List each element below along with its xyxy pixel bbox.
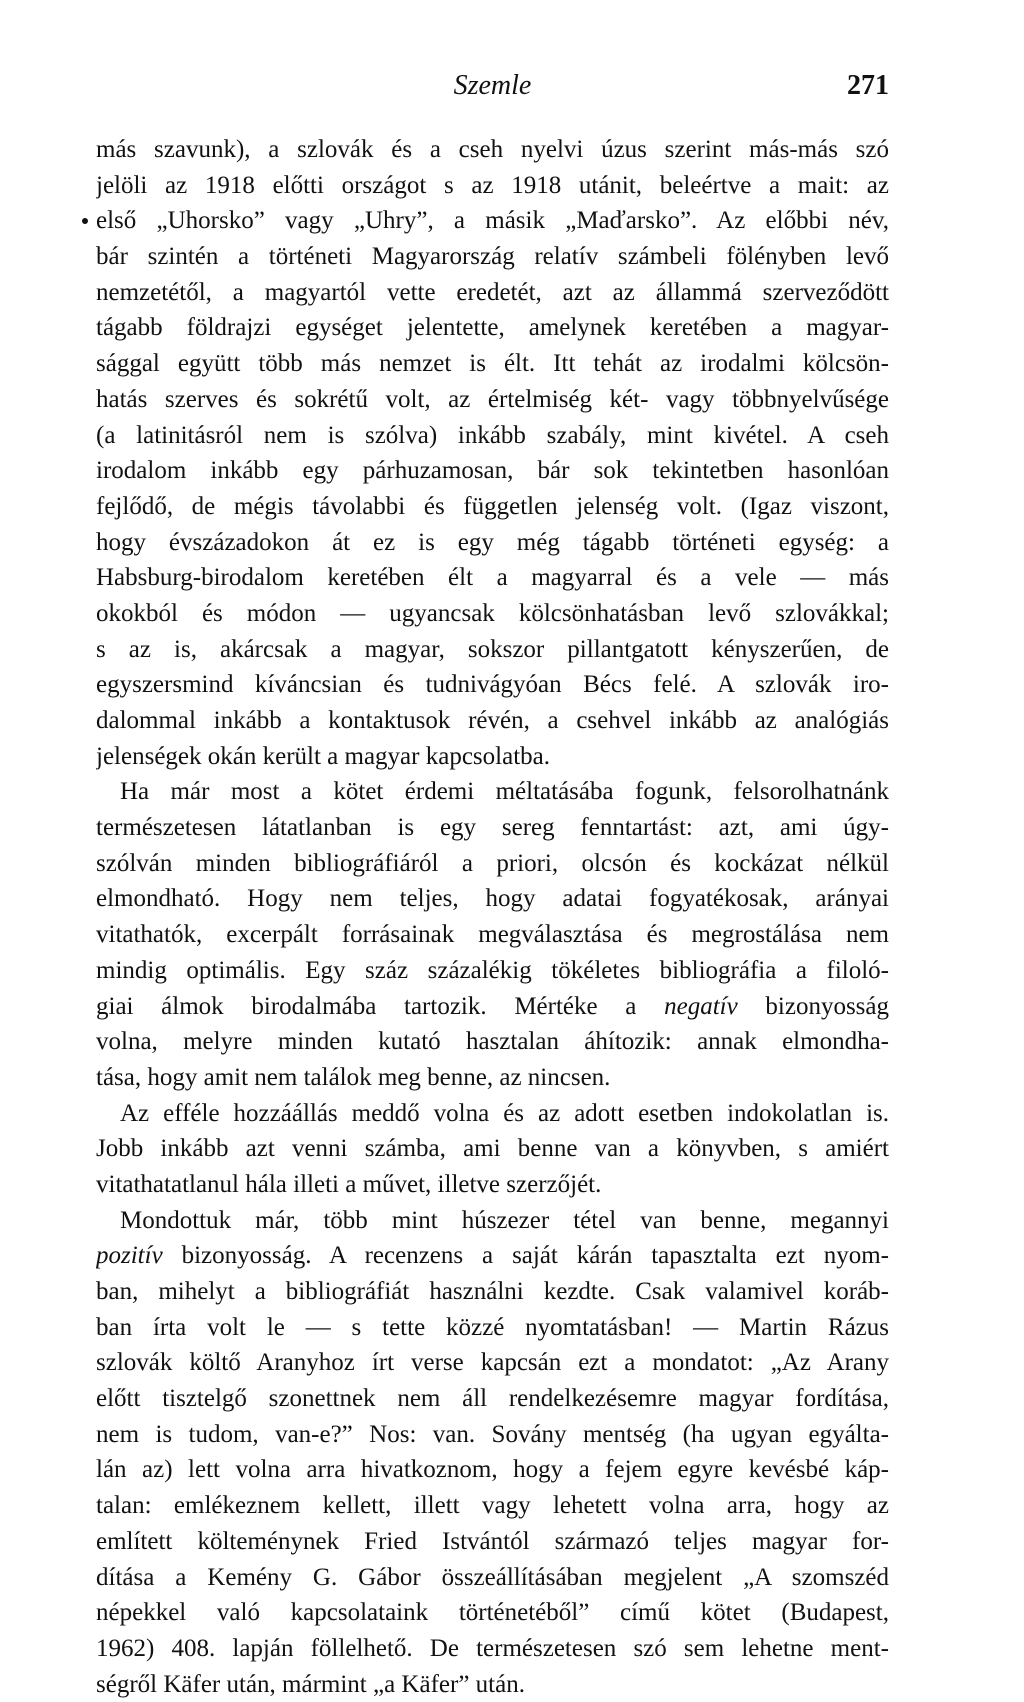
text-line: nem is tudom, van-e?” Nos: van. Sovány mentség (ha ugyan egyálta-: [96, 1420, 889, 1448]
text-line: bár szintén a történeti Magyarország relatív számbeli fölényben levő: [96, 243, 889, 271]
text-line: ségről Käfer után, mármint „a Käfer” után.: [96, 1670, 525, 1698]
text-line: volna, melyre minden kutató hasztalan áhítozik: annak elmondha-: [96, 1028, 889, 1056]
text-line: fejlődő, de mégis távolabbi és független jelenség volt. (Igaz viszont,: [96, 492, 889, 520]
text-line: irodalom inkább egy párhuzamosan, bár sok tekintetben hasonlóan: [96, 457, 889, 485]
text-line: jelöli az 1918 előtti országot s az 1918 utánit, beleértve a mait: az: [96, 171, 889, 199]
text-line: nemzetétől, a magyartól vette eredetét, azt az állammá szerveződött: [96, 278, 889, 306]
text-line: tása, hogy amit nem találok meg benne, az nincsen.: [96, 1063, 611, 1091]
running-title: Szemle: [453, 70, 532, 101]
text-line: tágabb földrajzi egységet jelentette, amelynek keretében a magyar-: [96, 314, 889, 342]
text-line: ban írta volt le — s tette közzé nyomtatásban! — Martin Rázus: [96, 1313, 889, 1341]
text-line: (a latinitásról nem is szólva) inkább szabály, mint kivétel. A cseh: [96, 421, 889, 449]
text-line: pozitív bizonyosság. A recenzens a saját kárán tapasztalta ezt nyom-: [96, 1242, 889, 1270]
emphasized-word: negatív: [664, 992, 738, 1020]
text-line: s az is, akárcsak a magyar, sokszor pillantgatott kényszerűen, de: [96, 635, 889, 663]
text-line: szlovák költő Aranyhoz írt verse kapcsán ezt a mondatot: „Az Arany: [96, 1349, 889, 1377]
text-line: Az efféle hozzáállás meddő volna és az adott esetben indokolatlan is.: [120, 1099, 889, 1127]
text-line: más szavunk), a szlovák és a cseh nyelvi úzus szerint más-más szó: [96, 136, 889, 163]
text-line: elmondható. Hogy nem teljes, hogy adatai fogyatékosak, arányai: [96, 885, 889, 913]
paragraph-4: [96, 1203, 889, 1702]
text-line: hogy évszázadokon át ez is egy még tágabb történeti egység: a: [96, 528, 889, 556]
body-text: [96, 132, 889, 1702]
text-line: vitathatatlanul hála illeti a művet, illetve szerzőjét.: [96, 1170, 602, 1198]
running-header: [96, 68, 889, 108]
text-line: Jobb inkább azt venni számba, ami benne van a könyvben, s amiért: [96, 1135, 889, 1163]
paragraph-3: [96, 1096, 889, 1203]
paragraph-2: [96, 774, 889, 1095]
text-line: első „Uhorsko” vagy „Uhry”, a másik „Maďarsko”. Az előbbi név,: [96, 207, 889, 235]
text-line: mindig optimális. Egy száz százalékig tökéletes bibliográfia a filoló-: [96, 956, 889, 984]
text-line: előtt tisztelgő szonettnek nem áll rendelkezésemre magyar fordítása,: [96, 1385, 889, 1413]
text-line: Mondottuk már, több mint húszezer tétel van benne, megannyi: [120, 1206, 889, 1234]
emphasized-word: pozitív: [96, 1242, 163, 1270]
paragraph-1: [96, 132, 889, 774]
text-line: Habsburg-birodalom keretében élt a magyarral és a vele — más: [96, 564, 889, 592]
text-line: szólván minden bibliográfiáról a priori, olcsón és kockázat nélkül: [96, 849, 889, 877]
text-line: lán az) lett volna arra hivatkoznom, hogy a fejem egyre kevésbé káp-: [96, 1456, 889, 1484]
text-line: sággal együtt több más nemzet is élt. Itt tehát az irodalmi kölcsön-: [96, 350, 889, 378]
text-line: giai álmok birodalmába tartozik. Mértéke a negatív bizonyosság: [96, 992, 889, 1020]
text-line: Ha már most a kötet érdemi méltatásába fogunk, felsorolhatnánk: [120, 778, 889, 806]
text-line: dalommal inkább a kontaktusok révén, a csehvel inkább az analógiás: [96, 707, 889, 734]
text-line: hatás szerves és sokrétű volt, az értelmiség két- vagy többnyelvűsége: [96, 385, 889, 413]
text-line: említett költeménynek Fried Istvántól származó teljes magyar for-: [96, 1527, 889, 1555]
text-line: 1962) 408. lapján föllelhető. De természetesen szó sem lehetne ment-: [96, 1634, 889, 1662]
text-line: jelenségek okán került a magyar kapcsolatba.: [96, 742, 550, 770]
margin-dot-mark: [82, 218, 88, 224]
text-line: természetesen látatlanban is egy sereg fenntartást: azt, ami úgy-: [96, 814, 889, 842]
text-line: dítása a Kemény G. Gábor összeállításában megjelent „A szomszéd: [96, 1563, 889, 1591]
text-line: okokból és módon — ugyancsak kölcsönhatásban levő szlovákkal;: [96, 599, 889, 627]
text-line: ban, mihelyt a bibliográfiát használni kezdte. Csak valamivel koráb-: [96, 1278, 889, 1305]
text-line: egyszersmind kíváncsian és tudnivágyóan Bécs felé. A szlovák iro-: [96, 671, 889, 699]
text-line: vitathatók, excerpált forrásainak megválasztása és megrostálása nem: [96, 921, 889, 949]
page-number: 271: [847, 70, 889, 101]
text-line: népekkel való kapcsolataink történetéből” című kötet (Budapest,: [96, 1599, 889, 1627]
text-line: talan: emlékeznem kellett, illett vagy lehetett volna arra, hogy az: [96, 1492, 889, 1520]
